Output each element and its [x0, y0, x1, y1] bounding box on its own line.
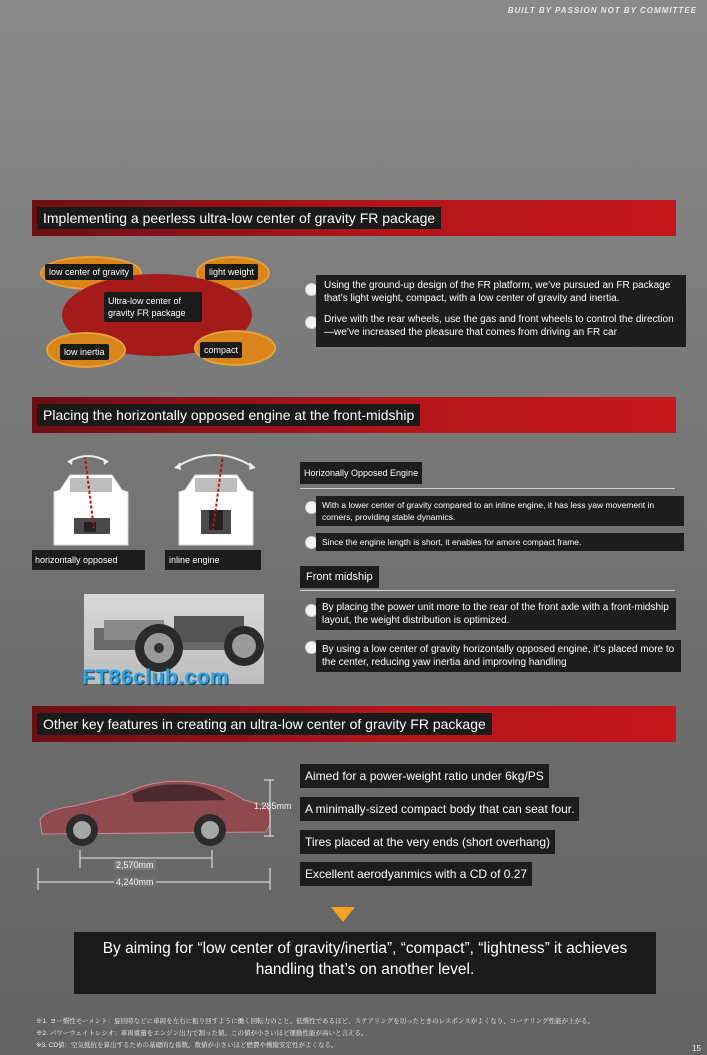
- feature-power-weight: Aimed for a power-weight ratio under 6kg/PS: [300, 764, 549, 788]
- feature-short-overhang: Tires placed at the very ends (short overhang): [300, 830, 555, 854]
- section1-title: Implementing a peerless ultra-low center of gravity FR package: [37, 207, 441, 229]
- section1-point-2: Drive with the rear wheels, use the gas and front wheels to control the direction—we’ve increased the pleasure that comes from driving an FR car: [316, 309, 686, 347]
- section3-title: Other key features in creating an ultra-low center of gravity FR package: [37, 713, 492, 735]
- tag-light-weight: light weight: [205, 264, 258, 280]
- section2-point-1: With a lower center of gravity compared to an inline engine, it has less yaw movement in corners, providing stable dynamics.: [316, 496, 684, 526]
- dim-wheelbase: 2,570mm: [116, 860, 154, 870]
- feature-aerodynamics: Excellent aerodyanmics with a CD of 0.27: [300, 862, 532, 886]
- page-number: 15: [692, 1044, 701, 1053]
- center-label: Ultra-low center of gravity FR package: [104, 292, 202, 322]
- section2-point-4: By using a low center of gravity horizontally opposed engine, it’s placed more to the center, reducing yaw inertia and improving handling: [316, 640, 681, 672]
- tag-low-inertia: low inertia: [60, 344, 109, 360]
- watermark: FT86club.com: [82, 666, 230, 689]
- car-side-illustration: [34, 772, 296, 894]
- tag-low-center: low center of gravity: [45, 264, 133, 280]
- tag-compact: compact: [200, 342, 242, 358]
- sub-heading-front-midship: Front midship: [300, 566, 379, 588]
- divider: [300, 590, 675, 591]
- car-front-opposed: [54, 456, 128, 545]
- label-inline-engine: inline engine: [165, 550, 261, 570]
- section1-title-bar: [32, 200, 676, 236]
- footnote-1: ※1. ヨー慣性モーメント：旋回時などに車両を左右に振り回すように働く回転力のこと。低慣性であるほど、ステアリングを切ったときのレスポンスがよくなり、コーナリング性能が上がる。: [36, 1018, 595, 1025]
- label-horizontally-opposed: horizontally opposed: [32, 550, 145, 570]
- section1-point-1: Using the ground-up design of the FR platform, we’ve pursued an FR package that’s light weight, compact, with a low center of gravity and inertia.: [316, 275, 686, 309]
- footnote-3: ※3. CD値：空気抵抗を算出するための基礎的な係数。数値が小さいほど燃費や操縦安定性がよくなる。: [36, 1042, 338, 1049]
- divider: [300, 488, 675, 489]
- section3-title-bar: [32, 706, 676, 742]
- section2-point-3: By placing the power unit more to the rear of the front axle with a front-midship layout, the weight distribution is optimized.: [316, 598, 676, 630]
- footnote-2: ※2. パワーウェイトレシオ：車両重量をエンジン出力で割った値。この値が小さいほど運動性能が高いと言える。: [36, 1030, 368, 1037]
- conclusion-text: By aiming for “low center of gravity/inertia”, “compact”, “lightness” it achieves handling that’s on another level.: [74, 932, 656, 994]
- arrow-down-icon: [331, 907, 355, 923]
- tagline: BUILT BY PASSION NOT BY COMMITTEE: [507, 6, 697, 15]
- dim-length: 4,240mm: [116, 877, 154, 887]
- dim-height: 1,285mm: [254, 801, 292, 811]
- sub-heading-opposed: Horizonally Opposed Engine: [300, 462, 422, 484]
- section2-title: Placing the horizontally opposed engine at the front-midship: [37, 404, 420, 426]
- section2-point-2: Since the engine length is short, it enables for amore compact frame.: [316, 533, 684, 551]
- fr-package-diagram: [40, 252, 280, 370]
- feature-compact-body: A minimally-sized compact body that can seat four.: [300, 797, 579, 821]
- car-front-inline: [175, 454, 255, 545]
- section2-title-bar: [32, 397, 676, 433]
